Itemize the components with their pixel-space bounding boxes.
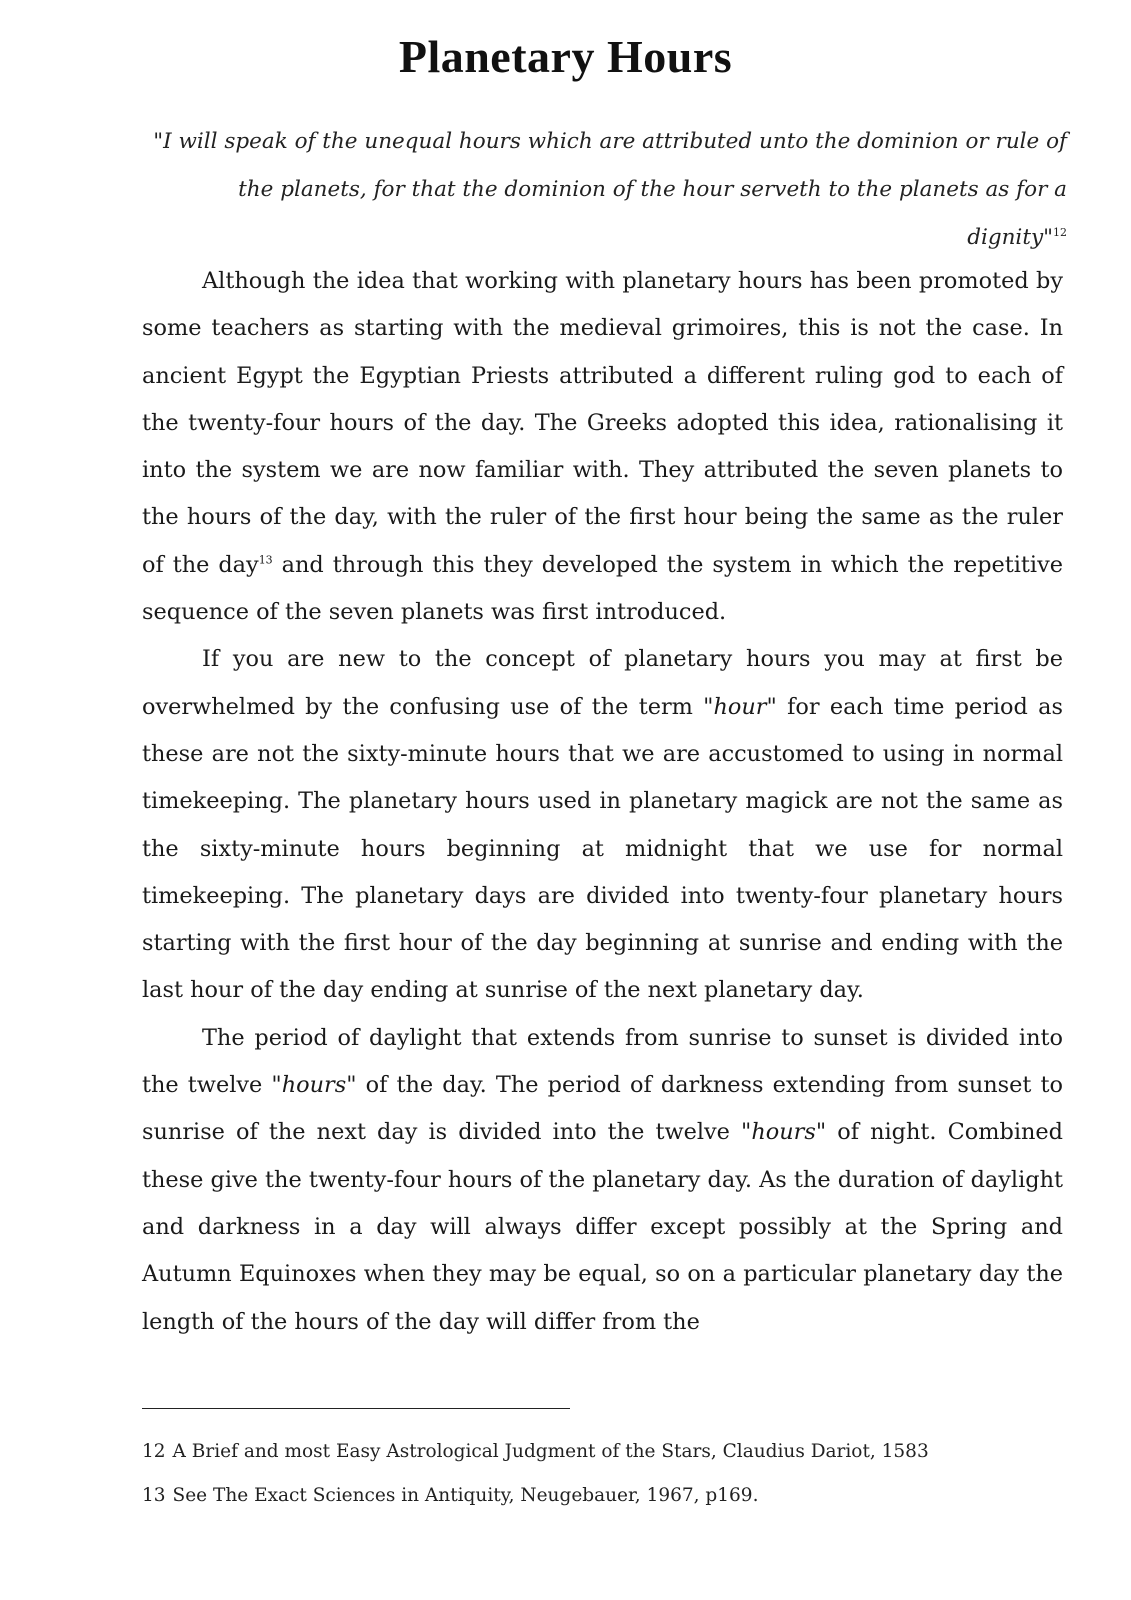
epigraph-quote bbox=[142, 118, 1067, 262]
paragraph-1-text-cont: and through this they developed the system in which the repetitive sequence of the seven planets was first introduced. bbox=[142, 551, 1063, 626]
footnote-12 bbox=[142, 1430, 1072, 1474]
paragraph-2-text: If you are new to the concept of planetary hours you may at first be overwhelmed by the confusing use of the term bbox=[142, 646, 1063, 720]
epigraph-text: "I will speak of the unequal hours which are attributed unto the dominion or rule of the planets, for that the dominion of the hour serveth to the planets as for a dignity" bbox=[153, 129, 1067, 250]
paragraph-1 bbox=[142, 258, 1063, 636]
body-text bbox=[142, 258, 1063, 1346]
paragraph-1-text: Although the idea that working with planetary hours has been promoted by some teachers as starting with the medieval grimoires, this is not the case. In ancient Egypt the Egyptian Priests attributed a different ruling god to each of the twenty-four hours of the day. The Greeks adopted this idea, rationalising it into the system we are now familiar with. They attributed the seven planets to the hours of the day, with the ruler of the first hour being the same as the ruler of the day bbox=[142, 268, 1063, 578]
footnote-13 bbox=[142, 1474, 1072, 1518]
page-title: Planetary Hours bbox=[398, 31, 733, 82]
paragraph-3-text-cont: of the day. The period of darkness extending from sunset to sunrise of the next day is divided into the twelve bbox=[142, 1072, 1063, 1146]
paragraph-3-emphasis-2: "hours" bbox=[741, 1119, 827, 1146]
footnote-ref-13: 13 bbox=[258, 553, 273, 567]
footnotes bbox=[142, 1430, 1072, 1518]
paragraph-2 bbox=[142, 636, 1063, 1014]
paragraph-2-emphasis: "hour" bbox=[703, 693, 777, 720]
footnote-text: A Brief and most Easy Astrological Judgment of the Stars, Claudius Dariot, 1583 bbox=[172, 1441, 929, 1462]
paragraph-3-text: The period of daylight that extends from sunrise to sunset is divided into the twelve bbox=[142, 1024, 1063, 1099]
paragraph-3 bbox=[142, 1015, 1063, 1346]
footnote-divider bbox=[142, 1408, 570, 1409]
footnote-text: See The Exact Sciences in Antiquity, Neugebauer, 1967, p169. bbox=[172, 1485, 759, 1506]
footnote-number: 13 bbox=[142, 1485, 166, 1506]
paragraph-2-text-cont: for each time period as these are not the sixty-minute hours that we are accustomed to using in normal timekeeping. The planetary hours used in planetary magick are not the same as the sixty-minute hours beginning at midnight that we use for normal timekeeping. The planetary days are divided into twenty-four planetary hours starting with the first hour of the day beginning at sunrise and ending with the last hour of the day ending at sunrise of the next planetary day. bbox=[142, 693, 1063, 1004]
footnote-number: 12 bbox=[142, 1441, 166, 1462]
paragraph-3-text-end: of night. Combined these give the twenty-four hours of the planetary day. As the duration of daylight and darkness in a day will always differ except possibly at the Spring and Autumn Equinoxes when they may be equal, so on a particular planetary day the length of the hours of the day will differ from the bbox=[142, 1119, 1063, 1335]
paragraph-3-emphasis-1: "hours" bbox=[271, 1072, 357, 1099]
epigraph-footnote-ref: 12 bbox=[1053, 225, 1067, 239]
